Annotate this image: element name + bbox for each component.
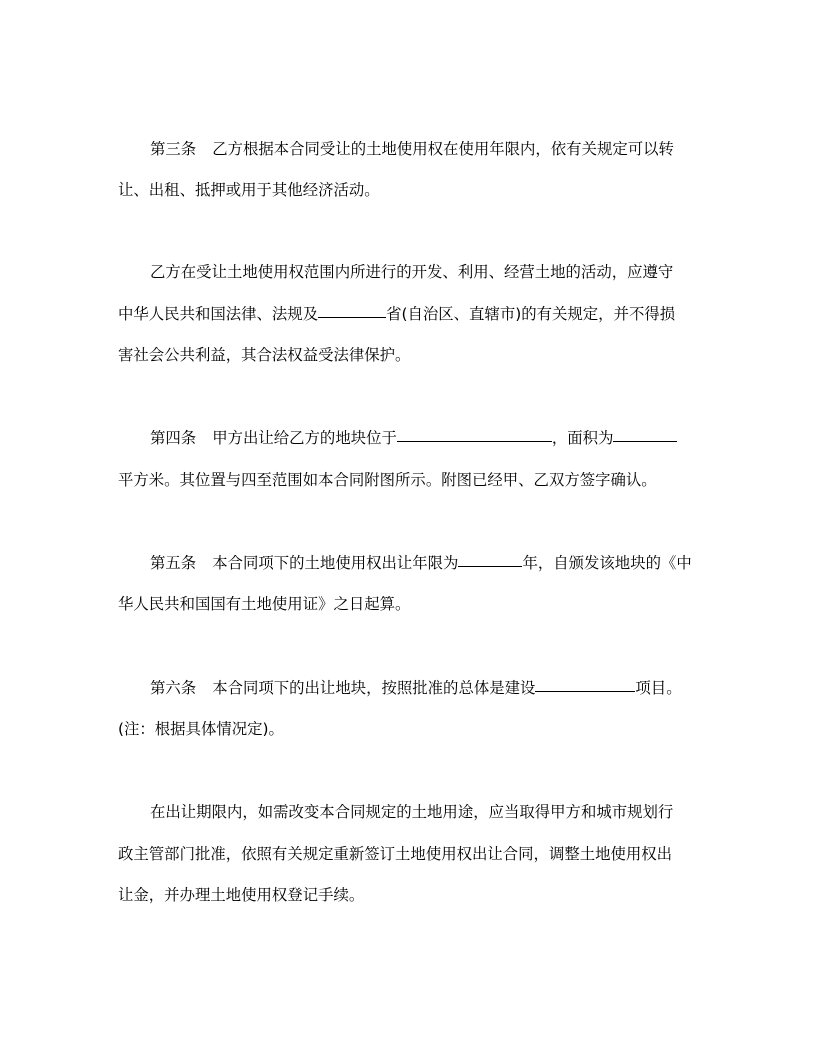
clause3-para2-line1: 乙方在受让土地使用权范围内所进行的开发、利用、经营土地的活动，应遵守 bbox=[150, 263, 674, 281]
clause3-para2-text-a: 中华人民共和国法律、法规及 bbox=[118, 305, 319, 323]
clause6-para2-line1: 在出让期限内，如需改变本合同规定的土地用途，应当取得甲方和城市规划行 bbox=[150, 803, 674, 821]
clause4-text-b: ，面积为 bbox=[551, 429, 614, 447]
area-blank bbox=[613, 426, 677, 442]
clause3-line1 bbox=[150, 137, 674, 161]
clause5-text-b: 年，自颁发该地块的《中 bbox=[522, 554, 692, 572]
clause5-heading: 第五条 bbox=[150, 554, 197, 572]
term-years-blank bbox=[458, 551, 522, 567]
clause5-line1 bbox=[150, 551, 692, 575]
province-blank bbox=[318, 302, 386, 318]
clause4-line1 bbox=[150, 426, 677, 450]
clause3-para2-line3: 害社会公共利益，其合法权益受法律保护。 bbox=[118, 346, 411, 364]
clause3-para2-line2 bbox=[118, 302, 675, 326]
clause5-line2: 华人民共和国国有土地使用证》之日起算。 bbox=[118, 595, 411, 613]
clause6-heading: 第六条 bbox=[150, 679, 197, 697]
clause3-line2: 让、出租、抵押或用于其他经济活动。 bbox=[118, 181, 380, 199]
clause3-para2-text-b: 省(自治区、直辖市)的有关规定，并不得损 bbox=[386, 305, 676, 323]
clause3-heading: 第三条 bbox=[150, 140, 197, 158]
project-blank bbox=[535, 676, 635, 692]
clause4-text-a: 甲方出让给乙方的地块位于 bbox=[212, 429, 397, 447]
clause6-text-a: 本合同项下的出让地块，按照批准的总体是建设 bbox=[212, 679, 536, 697]
clause6-para2-line2: 政主管部门批准，依照有关规定重新签订土地使用权出让合同，调整土地使用权出 bbox=[118, 845, 673, 863]
clause5-text-a: 本合同项下的土地使用权出让年限为 bbox=[212, 554, 459, 572]
clause6-line2: (注：根据具体情况定)。 bbox=[118, 720, 284, 738]
clause4-heading: 第四条 bbox=[150, 429, 197, 447]
clause6-line1 bbox=[150, 676, 682, 700]
clause6-text-b: 项目。 bbox=[635, 679, 682, 697]
location-blank bbox=[397, 426, 552, 442]
clause3-text-line1: 乙方根据本合同受让的土地使用权在使用年限内，依有关规定可以转 bbox=[212, 140, 674, 158]
clause6-para2-line3: 让金，并办理土地使用权登记手续。 bbox=[118, 886, 365, 904]
clause4-line2: 平方米。其位置与四至范围如本合同附图所示。附图已经甲、乙双方签字确认。 bbox=[118, 471, 657, 489]
